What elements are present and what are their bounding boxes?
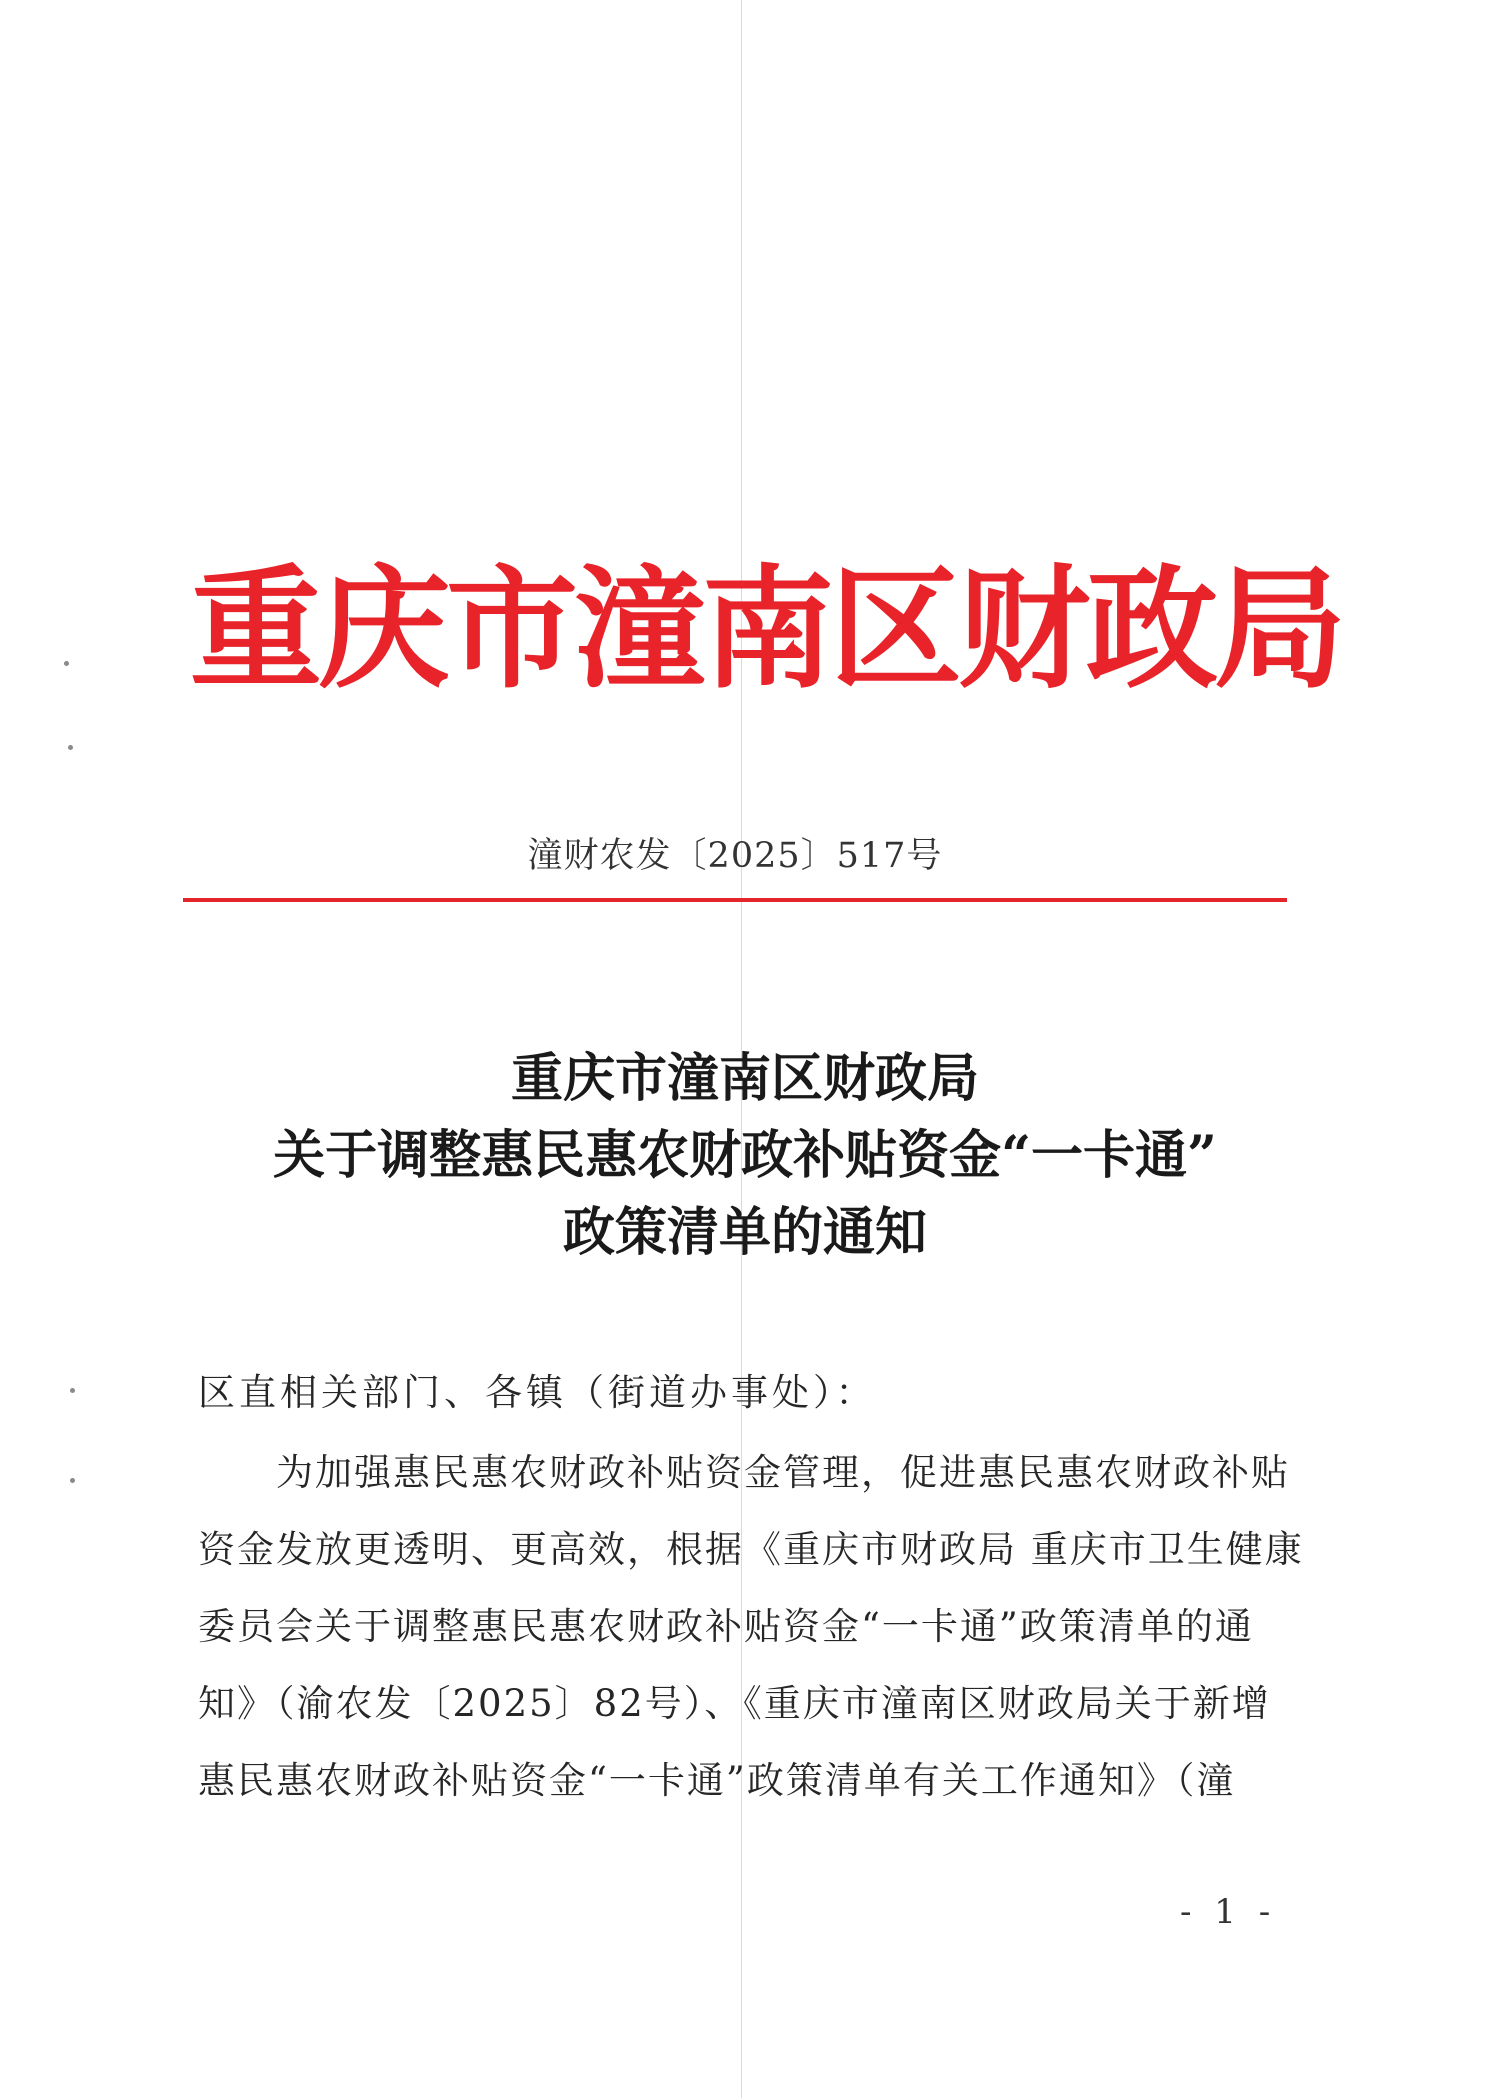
binding-hole-mark — [64, 661, 69, 666]
binding-hole-mark — [70, 1478, 75, 1483]
binding-hole-mark — [70, 1388, 75, 1393]
red-separator-rule — [183, 898, 1287, 902]
body-line: 知》（渝农发〔2025〕82号）、《重庆市潼南区财政局关于新增 — [198, 1682, 1271, 1725]
letterhead-title: 重庆市潼南区财政局 — [190, 552, 1342, 707]
notice-title — [150, 1040, 1340, 1271]
title-line-1: 重庆市潼南区财政局 — [510, 1048, 979, 1109]
addressee-line: 区直相关部门、各镇（街道办事处）： — [198, 1371, 877, 1414]
body-line: 为加强惠民惠农财政补贴资金管理，促进惠民惠农财政补贴 — [198, 1451, 1290, 1494]
title-line-2: 关于调整惠民惠农财政补贴资金“一卡通” — [273, 1125, 1217, 1186]
body-line: 委员会关于调整惠民惠农财政补贴资金“一卡通”政策清单的通 — [198, 1605, 1254, 1648]
binding-hole-mark — [68, 745, 73, 750]
body-line: 惠民惠农财政补贴资金“一卡通”政策清单有关工作通知》（潼 — [198, 1759, 1236, 1802]
document-number: 潼财农发〔2025〕517号 — [527, 836, 943, 876]
body-line: 资金发放更透明、更高效，根据《重庆市财政局 重庆市卫生健康 — [198, 1528, 1304, 1571]
page-number: - 1 - — [1180, 1892, 1277, 1932]
title-line-3: 政策清单的通知 — [562, 1202, 927, 1263]
